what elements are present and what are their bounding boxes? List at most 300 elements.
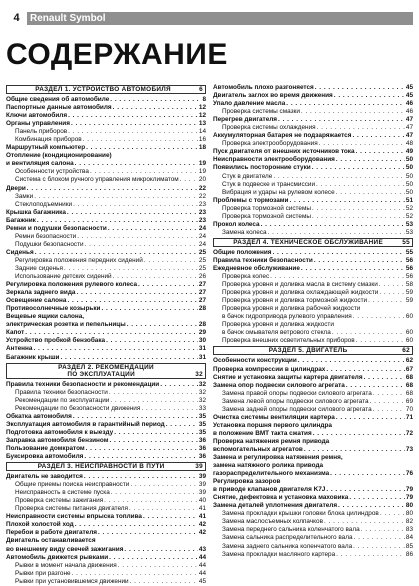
toc-subentry[interactable] <box>6 201 206 209</box>
toc-entry[interactable] <box>6 185 206 193</box>
toc-entry[interactable] <box>213 84 413 92</box>
toc-entry[interactable] <box>6 381 206 389</box>
toc-entry[interactable] <box>6 329 206 337</box>
section-heading <box>6 85 206 94</box>
toc-entry[interactable] <box>213 156 413 164</box>
page-number: 4 <box>6 12 27 25</box>
section-page-number: 39 <box>195 463 203 471</box>
toc-subentry[interactable] <box>213 510 413 518</box>
toc-page-number: 19 <box>198 160 206 168</box>
dot-leader <box>35 249 198 257</box>
toc-page-number: 50 <box>405 180 413 188</box>
toc-entry-title: Маршрутный компьютер <box>6 144 86 152</box>
toc-entry-title: Эксплуатация автомобиля в гарантийный период <box>6 420 165 428</box>
dot-leader <box>315 84 405 92</box>
toc-entry[interactable] <box>213 92 413 100</box>
toc-entry-title: Рекомендации по безопасности движения <box>15 404 141 412</box>
toc-page-number: 35 <box>198 420 206 428</box>
toc-page-number: 82 <box>405 518 413 526</box>
toc-entry-title: Органы управления <box>6 120 70 128</box>
toc-entry[interactable] <box>6 297 206 305</box>
toc-entry[interactable] <box>6 473 206 481</box>
toc-entry[interactable] <box>6 546 206 554</box>
toc-page-number: 43 <box>198 545 206 553</box>
dot-leader <box>64 265 198 273</box>
dot-leader <box>75 160 198 168</box>
toc-entry[interactable] <box>6 96 206 104</box>
toc-entry[interactable] <box>213 132 413 140</box>
toc-subentry[interactable] <box>6 128 206 136</box>
toc-page-number: 20 <box>198 176 206 184</box>
dot-leader <box>109 437 197 445</box>
toc-page-number: 60 <box>405 329 413 337</box>
toc-entry[interactable] <box>213 374 413 382</box>
toc-subentry[interactable] <box>213 273 413 281</box>
toc-page-number: 23 <box>198 216 206 224</box>
toc-page-number: 27 <box>198 297 206 305</box>
dot-leader <box>379 281 405 289</box>
dot-leader <box>349 494 405 502</box>
toc-entry-title: Проверка колес <box>222 273 270 281</box>
toc-subentry[interactable] <box>6 497 206 505</box>
toc-entry[interactable] <box>6 120 206 128</box>
dot-leader <box>273 249 405 257</box>
toc-subentry[interactable] <box>6 570 206 578</box>
toc-page-number: 27 <box>198 289 206 297</box>
dot-leader <box>278 116 405 124</box>
toc-subentry[interactable] <box>6 233 206 241</box>
toc-page-number: 59 <box>405 289 413 297</box>
toc-subentry[interactable] <box>213 297 413 305</box>
toc-subentry[interactable] <box>6 265 206 273</box>
toc-entry[interactable] <box>6 217 206 225</box>
toc-entry-title: вспомогательных агрегатов <box>213 445 303 453</box>
dot-leader <box>301 265 405 273</box>
toc-entry-title: Правила техники безопасности <box>15 388 108 396</box>
toc-entry[interactable] <box>213 265 413 273</box>
toc-page-number: 31 <box>198 353 206 361</box>
toc-entry-title: Замена правой опоры подвески силового агрегата <box>222 389 372 397</box>
toc-page-number: 33 <box>198 404 206 412</box>
toc-entry-title: Буксировка автомобиля <box>6 453 84 461</box>
toc-entry-title: Замена сальника распределительного вала <box>222 534 353 542</box>
dot-leader <box>352 132 404 140</box>
toc-subentry[interactable] <box>213 140 413 148</box>
toc-entry[interactable] <box>6 445 206 453</box>
toc-subentry[interactable] <box>213 398 413 406</box>
toc-subentry[interactable] <box>213 213 413 221</box>
toc-entry-title: во внешнему виду свечей зажигания <box>6 545 124 553</box>
dot-leader <box>330 470 405 478</box>
toc-subentry[interactable] <box>213 108 413 116</box>
toc-subentry[interactable] <box>213 173 413 181</box>
toc-entry[interactable] <box>213 221 413 229</box>
section-heading-title: РАЗДЕЛ 2. РЕКОМЕНДАЦИИ <box>58 363 154 371</box>
toc-entry-title: Упало давление масла <box>213 100 286 108</box>
dot-leader <box>85 241 198 249</box>
toc-subentry[interactable] <box>213 305 413 313</box>
toc-page-number: 55 <box>405 248 413 256</box>
toc-subentry[interactable] <box>213 543 413 551</box>
section-page-number: 32 <box>195 370 203 378</box>
toc-page-number: 14 <box>198 128 206 136</box>
toc-page-number: 62 <box>405 357 413 365</box>
dot-leader <box>68 128 198 136</box>
toc-entry-title: Проверка системы зажигания <box>15 497 104 505</box>
toc-entry-title: Замена задней опоры подвески силового агрегата <box>222 405 372 413</box>
dot-leader <box>75 521 198 529</box>
toc-page-number: 26 <box>198 273 206 281</box>
toc-entry-wrap-line: Замена и регулировка натяжения ремня, <box>213 454 343 462</box>
toc-entry[interactable] <box>6 225 206 233</box>
toc-entry-title: Замена прокладки крышки головки блока цилиндров <box>222 510 379 518</box>
toc-entry[interactable] <box>213 116 413 124</box>
toc-entry-title: Аккумуляторная батарея не подзаряжается <box>213 132 352 140</box>
toc-entry-title: Общие сведения об автомобиле <box>6 96 110 103</box>
toc-entry[interactable] <box>6 429 206 437</box>
toc-entry-title: Замена маслосъемных колпачков <box>222 518 323 526</box>
dot-leader <box>289 197 404 205</box>
dot-leader <box>373 406 405 414</box>
toc-entry-title: электрическая розетка и пепельницы <box>6 321 126 329</box>
toc-entry-title: Проверка тормозной системы <box>222 212 311 220</box>
toc-subentry[interactable] <box>213 390 413 398</box>
dot-leader <box>76 289 197 297</box>
toc-subentry[interactable] <box>6 397 206 405</box>
dot-leader <box>338 502 405 510</box>
dot-leader <box>160 381 198 389</box>
toc-entry[interactable] <box>6 104 206 112</box>
toc-entry-title: Задние сиденья <box>15 264 63 272</box>
toc-subentry[interactable] <box>213 289 413 297</box>
toc-entry-title: Очистка системы вентиляции картера <box>213 413 335 421</box>
toc-entry-title: Общие положения <box>213 248 272 256</box>
toc-page-number: 60 <box>405 313 413 321</box>
toc-entry-title: Снятие и установка защиты картера двигателя <box>213 373 363 381</box>
toc-entry-title: Автомобиль движется рывками <box>6 553 109 561</box>
toc-page-number: 39 <box>198 481 206 489</box>
toc-entry-title: Двери <box>6 184 26 192</box>
toc-entry-title: Рекомендации по эксплуатации <box>15 396 110 404</box>
dot-leader <box>73 413 198 421</box>
toc-subentry[interactable] <box>213 551 413 559</box>
toc-page-number: 53 <box>405 220 413 228</box>
dot-leader <box>353 543 405 551</box>
dot-leader <box>108 225 198 233</box>
toc-entry-title: газораспределительного механизма <box>213 470 330 478</box>
toc-subentry[interactable] <box>213 205 413 213</box>
toc-entry[interactable] <box>213 249 413 257</box>
toc-entry[interactable] <box>213 382 413 390</box>
toc-subentry[interactable] <box>213 229 413 237</box>
toc-entry[interactable] <box>6 209 206 217</box>
dot-leader <box>364 374 405 382</box>
toc-entry[interactable] <box>6 554 206 562</box>
toc-entry[interactable] <box>6 305 206 313</box>
toc-entry-title: Замена колеса <box>222 228 267 236</box>
dot-leader <box>84 473 198 481</box>
section-heading-subtitle-text: ПО ЭКСПЛУАТАЦИИ <box>67 370 135 378</box>
toc-subentry[interactable] <box>6 389 206 397</box>
toc-page-number: 39 <box>198 473 206 481</box>
page-title: СОДЕРЖАНИЕ <box>6 38 228 71</box>
toc-page-number: 24 <box>198 232 206 240</box>
dot-leader <box>114 429 198 437</box>
toc-subentry[interactable] <box>213 189 413 197</box>
toc-page-number: 42 <box>198 521 206 529</box>
dot-leader <box>286 100 405 108</box>
toc-entry[interactable] <box>6 345 206 353</box>
section-heading-subtitle <box>7 371 205 378</box>
dot-leader <box>312 213 405 221</box>
toc-entry-title: Правила техники безопасности и рекомендации <box>6 380 160 388</box>
toc-entry[interactable] <box>6 453 206 461</box>
toc-entry[interactable] <box>213 100 413 108</box>
toc-entry[interactable] <box>6 529 206 537</box>
dot-leader <box>67 297 197 305</box>
toc-entry[interactable] <box>213 197 413 205</box>
toc-entry-title: Стук в подвеске и трансмиссии <box>222 180 316 188</box>
toc-entry-title: Проверка тормозной системы <box>222 204 311 212</box>
toc-page-number: 52 <box>405 204 413 212</box>
toc-subentry[interactable] <box>6 241 206 249</box>
toc-subentry[interactable] <box>213 337 413 345</box>
section-heading <box>213 238 413 247</box>
toc-subentry[interactable] <box>213 321 413 329</box>
toc-entry[interactable] <box>6 144 206 152</box>
toc-entry-title: Проверка уровня и доливка масла в систему смазки <box>222 281 378 289</box>
toc-page-number: 35 <box>198 412 206 420</box>
dot-leader <box>268 229 405 237</box>
toc-subentry[interactable] <box>6 168 206 176</box>
dot-leader <box>334 92 405 100</box>
toc-page-number: 48 <box>405 140 413 148</box>
toc-page-number: 84 <box>405 534 413 542</box>
toc-entry-wrap-line: Установка поршня первого цилиндра <box>213 421 332 429</box>
toc-entry-title: Стук в двигателе <box>222 172 273 180</box>
toc-entry[interactable] <box>213 257 413 265</box>
toc-entry-title: Замена переднего сальника коленчатого вала <box>222 526 360 534</box>
toc-page-number: 47 <box>405 124 413 132</box>
toc-subentry[interactable] <box>213 329 413 337</box>
toc-entry-title: Обкатка автомобиля <box>6 412 72 420</box>
toc-entry-wrap-line: Регулировка зазоров <box>213 478 281 486</box>
toc-entry[interactable] <box>6 437 206 445</box>
toc-page-number: 51 <box>405 196 413 204</box>
dot-leader <box>33 345 197 353</box>
toc-subentry[interactable] <box>213 518 413 526</box>
toc-entry-title: Багажник крыши <box>6 353 60 361</box>
toc-entry-wrap-line: Отопление (кондиционирование) <box>6 152 112 160</box>
dot-leader <box>336 189 405 197</box>
toc-page-number: 42 <box>198 529 206 537</box>
section-page-number: 62 <box>402 347 410 355</box>
dot-leader <box>313 430 405 438</box>
toc-entry[interactable] <box>213 446 413 454</box>
toc-subentry[interactable] <box>6 489 206 497</box>
toc-entry[interactable] <box>213 502 413 510</box>
toc-entry-title: Использование детских сидений <box>15 273 112 281</box>
toc-entry-title: Снятие, дефектовка и установка маховика <box>213 494 349 502</box>
section-heading <box>213 346 413 355</box>
dot-leader <box>130 481 198 489</box>
dot-leader <box>73 201 198 209</box>
toc-page-number: 76 <box>405 470 413 478</box>
toc-entry-title: Пользование домкратом <box>6 445 85 453</box>
toc-page-number: 52 <box>405 212 413 220</box>
toc-page-number: 40 <box>198 497 206 505</box>
toc-entry-wrap-line: Проверка натяжения ремня привода <box>213 437 330 445</box>
toc-page-number: 68 <box>405 381 413 389</box>
toc-page-number: 41 <box>198 505 206 513</box>
toc-page-number: 36 <box>198 445 206 453</box>
toc-subentry[interactable] <box>213 313 413 321</box>
toc-entry[interactable] <box>213 414 413 422</box>
toc-entry[interactable] <box>6 521 206 529</box>
toc-page-number: 68 <box>405 373 413 381</box>
toc-entry-title: Проблемы с тормозами <box>213 196 289 204</box>
toc-entry[interactable] <box>6 337 206 345</box>
toc-page-number: 45 <box>405 84 413 91</box>
toc-entry-title: Двигатель заглох во время движения <box>213 92 333 100</box>
toc-subentry[interactable] <box>6 273 206 281</box>
toc-subentry[interactable] <box>6 405 206 413</box>
section-heading-title: РАЗДЕЛ 1. УСТРОЙСТВО АВТОМОБИЛЯ <box>35 86 171 93</box>
dot-leader <box>124 546 197 554</box>
toc-entry-title: Появились посторонние стуки <box>213 164 311 172</box>
dot-leader <box>368 297 405 305</box>
section-heading-title: РАЗДЕЛ 3. НЕИСПРАВНОСТИ В ПУТИ <box>37 463 165 471</box>
section-heading-title: РАЗДЕЛ 4. ТЕХНИЧЕСКОЕ ОБСЛУЖИВАНИЕ <box>233 238 384 246</box>
toc-page-number: 44 <box>198 561 206 569</box>
toc-subentry[interactable] <box>6 578 206 586</box>
toc-page-number: 67 <box>405 365 413 373</box>
toc-entry[interactable] <box>213 164 413 172</box>
toc-page-number: 56 <box>405 273 413 281</box>
toc-entry[interactable] <box>6 249 206 257</box>
toc-entry[interactable] <box>6 513 206 521</box>
toc-entry[interactable] <box>6 354 206 362</box>
toc-entry[interactable] <box>213 357 413 365</box>
toc-page-number: 29 <box>198 329 206 337</box>
dot-leader <box>106 337 198 345</box>
dot-leader <box>314 257 405 265</box>
toc-subentry[interactable] <box>213 534 413 542</box>
toc-subentry[interactable] <box>6 481 206 489</box>
dot-leader <box>86 144 198 152</box>
toc-entry-title: Проверка уровня и доливка рабочей жидкости <box>222 305 361 313</box>
toc-entry[interactable] <box>213 494 413 502</box>
toc-page-number: 39 <box>198 489 206 497</box>
toc-subentry[interactable] <box>6 193 206 201</box>
dot-leader <box>109 389 198 397</box>
dot-leader <box>370 398 405 406</box>
toc-entry-title: в бачок омывателя ветрового стекла <box>222 329 331 337</box>
toc-page-number: 50 <box>405 164 413 172</box>
toc-entry[interactable] <box>6 289 206 297</box>
toc-entry-title: Ежедневное обслуживание <box>213 264 300 272</box>
toc-entry[interactable] <box>6 321 206 329</box>
section-heading-title: РАЗДЕЛ 5. ДВИГАТЕЛЬ <box>268 347 348 355</box>
dot-leader <box>304 446 405 454</box>
toc-entry-title: Стеклоподъемники <box>15 200 73 208</box>
page-header <box>6 12 413 25</box>
toc-entry-title: Проверка электрооборудования <box>222 140 318 148</box>
toc-page-number: 73 <box>405 445 413 453</box>
toc-entry-title: Проверка уровня и доливка жидкости <box>222 321 334 329</box>
dot-leader <box>326 486 405 494</box>
toc-page-number: 45 <box>198 577 206 585</box>
dot-leader <box>111 489 198 497</box>
toc-entry-title: Проверка уровня и доливка тормозной жидкости <box>222 297 368 305</box>
toc-entry[interactable] <box>213 148 413 156</box>
dot-leader <box>110 96 201 104</box>
toc-entry-title: Неисправности электрооборудования <box>213 156 335 164</box>
toc-subentry[interactable] <box>6 562 206 570</box>
toc-entry-wrap-line: Вещевые ящики салона, <box>6 313 85 321</box>
dot-leader <box>180 176 198 184</box>
toc-page-number: 53 <box>405 228 413 236</box>
toc-subentry[interactable] <box>6 176 206 184</box>
dot-leader <box>104 497 198 505</box>
toc-subentry[interactable] <box>213 124 413 132</box>
dot-leader <box>90 168 198 176</box>
toc-entry[interactable] <box>213 486 413 494</box>
toc-page-number: 60 <box>405 337 413 345</box>
toc-entry[interactable] <box>213 366 413 374</box>
toc-subentry[interactable] <box>6 257 206 265</box>
section-heading <box>6 363 206 379</box>
dot-leader <box>356 148 405 156</box>
toc-page-number: 47 <box>405 132 413 140</box>
dot-leader <box>298 357 405 365</box>
dot-leader <box>72 570 198 578</box>
toc-entry[interactable] <box>213 430 413 438</box>
toc-entry[interactable] <box>6 421 206 429</box>
toc-entry[interactable] <box>213 470 413 478</box>
toc-entry-title: Освещение салона <box>6 297 67 305</box>
toc-entry[interactable] <box>6 112 206 120</box>
toc-page-number: 72 <box>405 429 413 437</box>
toc-entry-title: Перегрев двигателя <box>213 116 278 124</box>
dot-leader <box>301 108 405 116</box>
dot-leader <box>118 562 198 570</box>
section-heading <box>6 462 206 471</box>
toc-entry-title: Противосолнечные козырьки <box>6 305 101 313</box>
dot-leader <box>346 382 405 390</box>
toc-entry-title: Особенности устройства <box>15 168 89 176</box>
toc-page-number: 56 <box>405 264 413 272</box>
toc-entry-title: Неисправности системы впрыска топлива <box>6 513 142 521</box>
toc-subentry[interactable] <box>213 181 413 189</box>
toc-subentry[interactable] <box>6 505 206 513</box>
dot-leader <box>130 578 198 586</box>
toc-entry[interactable] <box>6 413 206 421</box>
toc-entry[interactable] <box>6 281 206 289</box>
toc-page-number: 22 <box>198 184 206 192</box>
dot-leader <box>361 526 405 534</box>
dot-leader <box>332 329 405 337</box>
toc-page-number: 23 <box>198 208 206 216</box>
toc-page-number: 32 <box>198 396 206 404</box>
toc-entry[interactable] <box>6 160 206 168</box>
toc-subentry[interactable] <box>213 526 413 534</box>
toc-subentry[interactable] <box>213 406 413 414</box>
toc-page-number: 25 <box>198 256 206 264</box>
toc-subentry[interactable] <box>6 136 206 144</box>
toc-subentry[interactable] <box>213 281 413 289</box>
toc-entry-title: Двигатель не заводится <box>6 473 83 481</box>
